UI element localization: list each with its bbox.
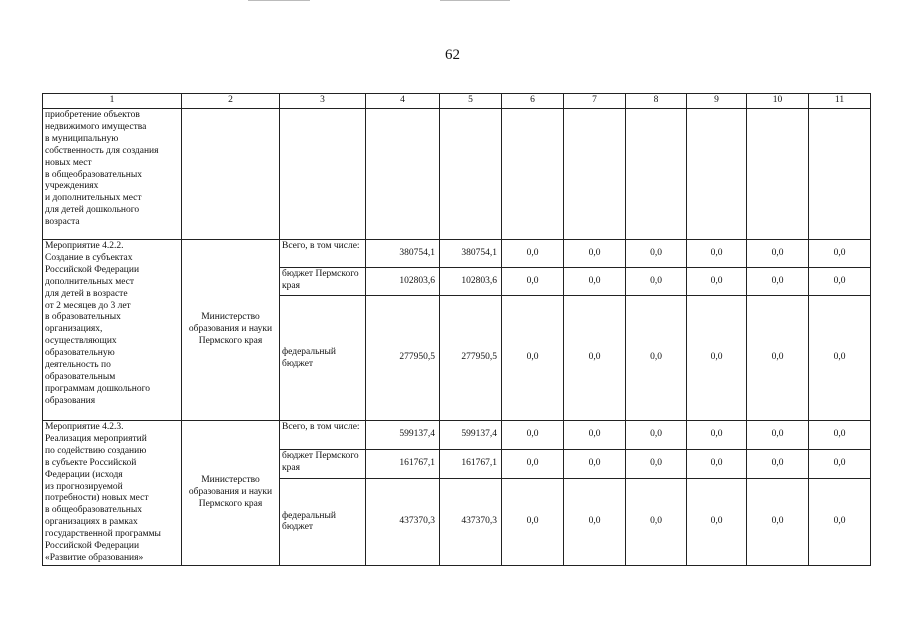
value-cell: 277950,5: [440, 296, 502, 421]
header-cell: 1: [43, 94, 182, 109]
value-cell: 0,0: [687, 449, 747, 478]
value-cell: 0,0: [502, 421, 564, 450]
value-cell: 0,0: [626, 296, 687, 421]
scan-artifact-line: [440, 0, 510, 1]
value-cell: [366, 109, 440, 240]
value-cell: 102803,6: [366, 268, 440, 296]
value-cell: 437370,3: [366, 478, 440, 565]
source-cell: [280, 109, 366, 240]
value-cell: 0,0: [747, 449, 809, 478]
value-cell: 0,0: [626, 240, 687, 268]
source-cell: бюджет Пермского края: [280, 268, 366, 296]
value-cell: 0,0: [687, 268, 747, 296]
header-cell: 9: [687, 94, 747, 109]
value-cell: [687, 109, 747, 240]
value-cell: 0,0: [564, 268, 626, 296]
value-cell: 0,0: [747, 268, 809, 296]
value-cell: 0,0: [687, 296, 747, 421]
source-cell: бюджет Пермского края: [280, 449, 366, 478]
value-cell: 0,0: [687, 421, 747, 450]
executor-cell: Министерство образования и науки Пермского края: [182, 240, 280, 421]
header-cell: 11: [809, 94, 871, 109]
scan-artifact-line: [248, 0, 310, 1]
header-row: [43, 94, 871, 109]
value-cell: 0,0: [809, 240, 871, 268]
value-cell: 161767,1: [440, 449, 502, 478]
executor-cell: [182, 109, 280, 240]
value-cell: 380754,1: [366, 240, 440, 268]
value-cell: 599137,4: [440, 421, 502, 450]
value-cell: 0,0: [626, 268, 687, 296]
value-cell: 102803,6: [440, 268, 502, 296]
header-cell: 8: [626, 94, 687, 109]
value-cell: [626, 109, 687, 240]
value-cell: 0,0: [687, 478, 747, 565]
header-cell: 7: [564, 94, 626, 109]
activity-description: Мероприятие 4.2.2. Создание в субъектах Российской Федерации дополнительных мест для детей в возрасте от 2 месяцев до 3 лет в образовательных организациях, осуществляющих образовательную деятельность по образовательным программам дошкольного образования: [43, 240, 182, 421]
header-cell: 4: [366, 94, 440, 109]
value-cell: 0,0: [626, 421, 687, 450]
value-cell: 161767,1: [366, 449, 440, 478]
table-row: [43, 109, 871, 240]
value-cell: 0,0: [809, 421, 871, 450]
value-cell: 380754,1: [440, 240, 502, 268]
value-cell: 0,0: [747, 421, 809, 450]
header-cell: 6: [502, 94, 564, 109]
value-cell: 0,0: [626, 449, 687, 478]
value-cell: [747, 109, 809, 240]
value-cell: 0,0: [747, 478, 809, 565]
source-cell: федеральный бюджет: [280, 478, 366, 565]
value-cell: 0,0: [564, 449, 626, 478]
value-cell: 0,0: [564, 240, 626, 268]
source-cell: Всего, в том числе:: [280, 421, 366, 450]
value-cell: 0,0: [502, 296, 564, 421]
header-cell: 10: [747, 94, 809, 109]
value-cell: 0,0: [502, 449, 564, 478]
value-cell: 0,0: [564, 421, 626, 450]
value-cell: 0,0: [809, 296, 871, 421]
budget-table: [42, 93, 871, 566]
value-cell: 0,0: [809, 478, 871, 565]
page-number: 62: [445, 47, 460, 63]
activity-description: приобретение объектов недвижимого имущества в муниципальную собственность для создания новых мест в общеобразовательных учреждениях и дополнительных мест для детей дошкольного возраста: [43, 109, 182, 240]
activity-description: Мероприятие 4.2.3. Реализация мероприятий по содействию созданию в субъекте Российской Федерации (исходя из прогнозируемой потребности) новых мест в общеобразовательных организациях в рамках государственной программы Российской Федерации «Развитие образования»: [43, 421, 182, 566]
value-cell: 0,0: [747, 296, 809, 421]
table-row: [43, 421, 871, 450]
table-row: [43, 240, 871, 268]
value-cell: 277950,5: [366, 296, 440, 421]
value-cell: 0,0: [564, 296, 626, 421]
value-cell: [502, 109, 564, 240]
header-cell: 2: [182, 94, 280, 109]
value-cell: 0,0: [809, 449, 871, 478]
value-cell: 0,0: [809, 268, 871, 296]
value-cell: [809, 109, 871, 240]
header-cell: 3: [280, 94, 366, 109]
value-cell: 437370,3: [440, 478, 502, 565]
value-cell: [440, 109, 502, 240]
value-cell: 0,0: [502, 478, 564, 565]
executor-cell: Министерство образования и науки Пермского края: [182, 421, 280, 566]
header-cell: 5: [440, 94, 502, 109]
source-cell: Всего, в том числе:: [280, 240, 366, 268]
value-cell: 0,0: [747, 240, 809, 268]
value-cell: 0,0: [564, 478, 626, 565]
value-cell: 0,0: [502, 240, 564, 268]
value-cell: 0,0: [687, 240, 747, 268]
value-cell: 0,0: [502, 268, 564, 296]
value-cell: [564, 109, 626, 240]
source-cell: федеральный бюджет: [280, 296, 366, 421]
value-cell: 0,0: [626, 478, 687, 565]
value-cell: 599137,4: [366, 421, 440, 450]
